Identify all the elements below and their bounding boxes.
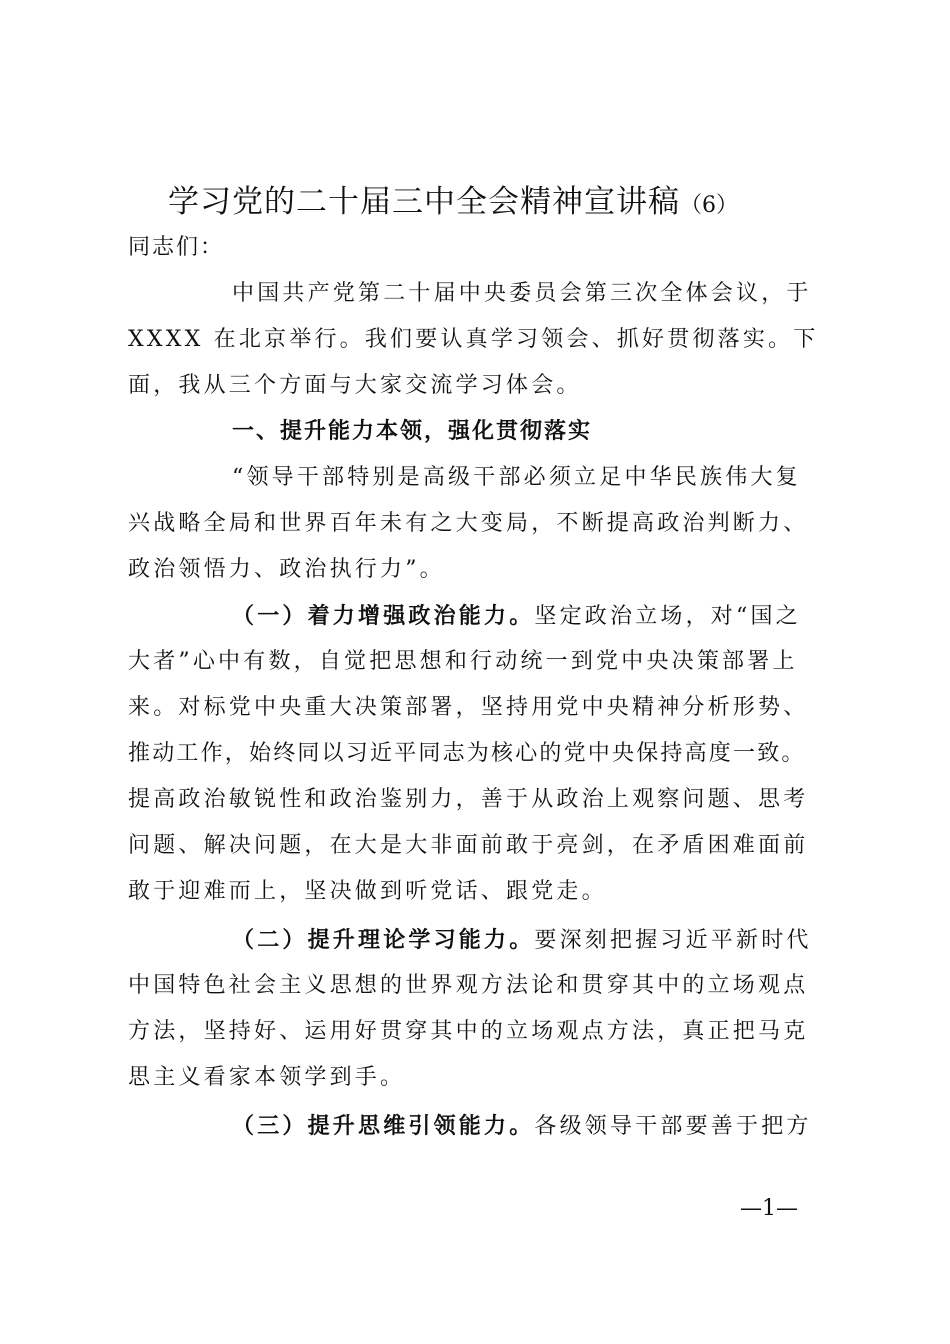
salutation: 同志们： [128,235,225,260]
paragraph-line: 大者”心中有数，自觉把思想和行动统一到党中央决策部署上 [128,649,798,674]
paragraph-line: 来。对标党中央重大决策部署，坚持用党中央精神分析形势、 [128,695,809,720]
paragraph-line: 敢于迎难而上，坚决做到听党话、跟党走。 [128,879,607,904]
quote-line: 兴战略全局和世界百年未有之大变局，不断提高政治判断力、 [128,511,809,536]
paragraph-line: 提高政治敏锐性和政治鉴别力，善于从政治上观察问题、思考 [128,787,809,812]
paragraph-line: 推动工作，始终同以习近平同志为核心的党中央保持高度一致。 [128,741,806,766]
intro-line: 中国共产党第二十届中央委员会第三次全体会议，于 [232,281,812,306]
paragraph-line: 中国特色社会主义思想的世界观方法论和贯穿其中的立场观点 [128,973,809,998]
paragraph-text: 要深刻把握习近平新时代 [534,928,812,953]
paragraph-line [232,601,801,632]
paragraph-lead: （一）着力增强政治能力。 [232,603,535,629]
document-title [168,176,738,221]
section-heading: 一、提升能力本领，强化贯彻落实 [232,419,593,444]
paragraph-lead: （二）提升理论学习能力。 [232,927,535,953]
intro-line: 面，我从三个方面与大家交流学习体会。 [128,373,582,398]
paragraph-text: 各级领导干部要善于把方 [534,1114,812,1139]
title-number: （6） [680,193,738,218]
paragraph-line: 思主义看家本领学到手。 [128,1065,406,1090]
paragraph-line: 方法，坚持好、运用好贯穿其中的立场观点方法，真正把马克 [128,1019,809,1044]
paragraph-lead: （三）提升思维引领能力。 [232,1113,535,1139]
title-text: 学习党的二十届三中全会精神宣讲稿 [168,184,680,220]
paragraph-line: 问题、解决问题，在大是大非面前敢于亮剑，在矛盾困难面前 [128,833,809,858]
paragraph-line [232,925,812,956]
quote-line: “领导干部特别是高级干部必须立足中华民族伟大复 [232,465,801,490]
intro-line: XXXX 在北京举行。我们要认真学习领会、抓好贯彻落实。下 [128,327,819,352]
page-number: —1— [740,1196,798,1221]
paragraph-text: 坚定政治立场，对“国之 [534,604,801,629]
paragraph-line [232,1111,812,1142]
quote-line: 政治领悟力、政治执行力”。 [128,557,445,582]
